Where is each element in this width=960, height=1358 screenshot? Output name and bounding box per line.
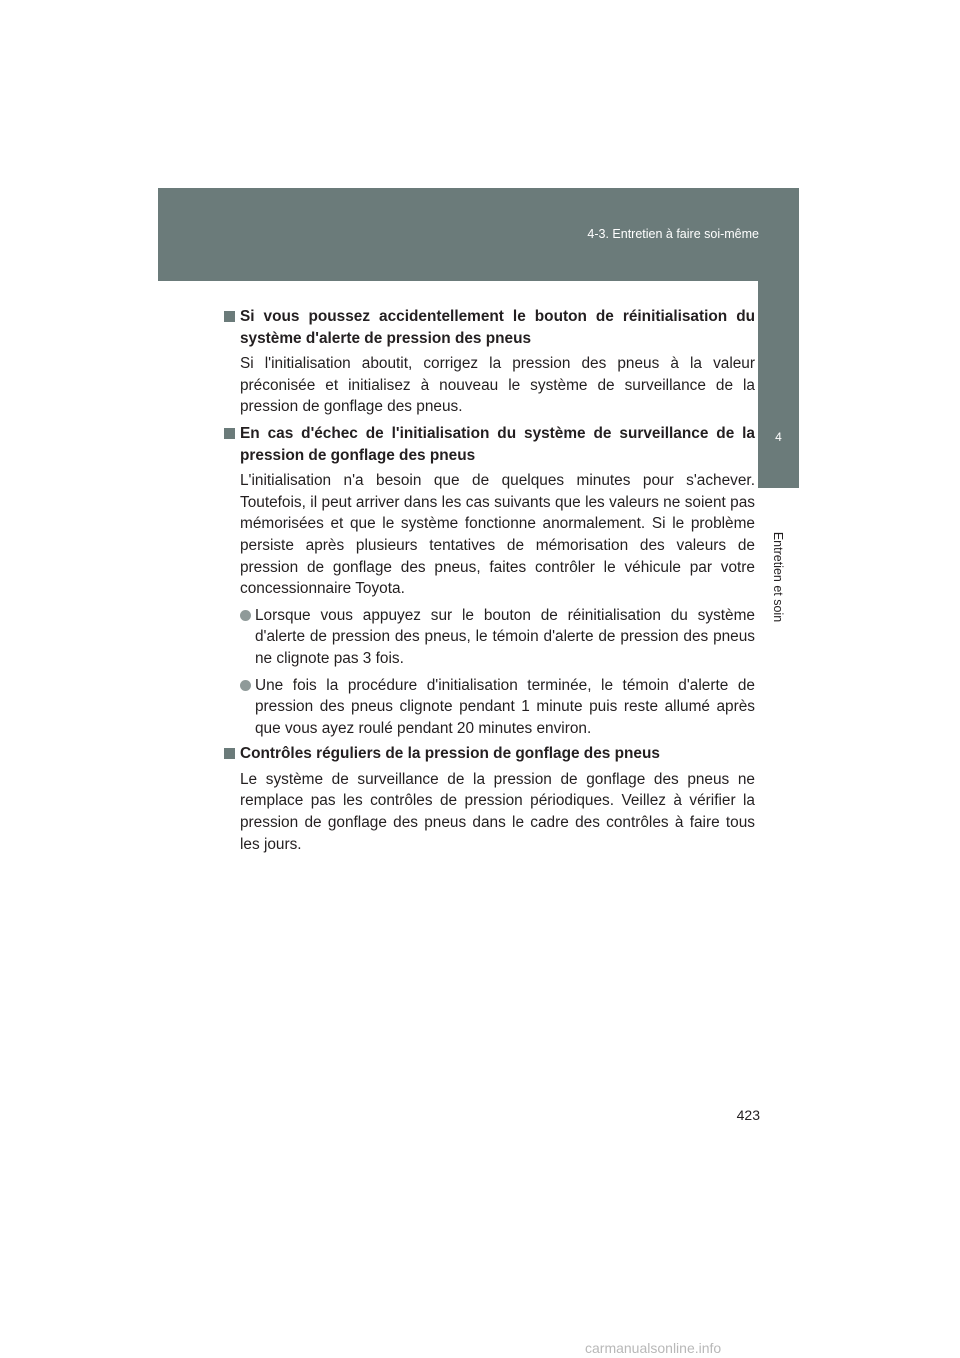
- list-item: [222, 605, 755, 670]
- chapter-label-text: Entretien et soin: [771, 531, 786, 623]
- header-band: [158, 188, 799, 281]
- heading-text: En cas d'échec de l'initialisation du système de surveillance de la pression de gonflage des pneus: [240, 424, 755, 464]
- list-item-text: Une fois la procédure d'initialisation terminée, le témoin d'alerte de pression des pneus clignote pendant 1 minute puis reste allumé après que vous ayez roulé pendant 20 minutes environ.: [255, 676, 755, 737]
- section-heading-init-failure: [222, 423, 755, 466]
- heading-text: Si vous poussez accidentellement le bouton de réinitialisation du système d'alerte de pression des pneus: [240, 308, 755, 347]
- section-heading-reset-button: [222, 306, 755, 349]
- main-content: [222, 306, 755, 860]
- chapter-label-area: [758, 488, 799, 1358]
- section-title: 4-3. Entretien à faire soi-même: [587, 227, 759, 241]
- list-item: [222, 675, 755, 740]
- square-bullet-icon: [224, 748, 235, 759]
- chapter-number: 4: [775, 430, 782, 444]
- paragraph-regular-checks: Le système de surveillance de la pression de gonflage des pneus ne remplace pas les contrôles de pression périodiques. Veillez à vérifier la pression de gonflage des pneus dans le cadre des contrôles à faire tous les jours.: [240, 770, 755, 853]
- watermark: carmanualsonline.info: [585, 1340, 722, 1356]
- paragraph-init-failure: L'initialisation n'a besoin que de quelques minutes pour s'achever. Toutefois, il peut arriver dans les cas suivants que les valeurs ne soient pas mémorisées et que le système fonctionne anormalement. Si le problème persiste après plusieurs tentatives de mémorisation des valeurs de pression de gonflage des pneus, faites contrôler le véhicule par votre concessionnaire Toyota.: [240, 472, 755, 598]
- heading-text: Contrôles réguliers de la pression de gonflage des pneus: [240, 745, 660, 763]
- chapter-side-tab: [758, 281, 799, 1358]
- page-number: 423: [736, 1107, 760, 1123]
- circle-bullet-icon: [240, 680, 251, 691]
- chapter-label: [758, 488, 799, 666]
- circle-bullet-icon: [240, 610, 251, 621]
- square-bullet-icon: [224, 311, 235, 322]
- list-item-text: Lorsque vous appuyez sur le bouton de réinitialisation du système d'alerte de pression des pneus, le témoin d'alerte de pression des pneus ne clignote pas 3 fois.: [255, 606, 755, 667]
- square-bullet-icon: [224, 428, 235, 439]
- section-heading-regular-checks: [222, 743, 755, 765]
- paragraph-reset-button: Si l'initialisation aboutit, corrigez la pression des pneus à la valeur préconisée et initialisez à nouveau le système de surveillance de la pression de gonflage des pneus.: [240, 355, 755, 416]
